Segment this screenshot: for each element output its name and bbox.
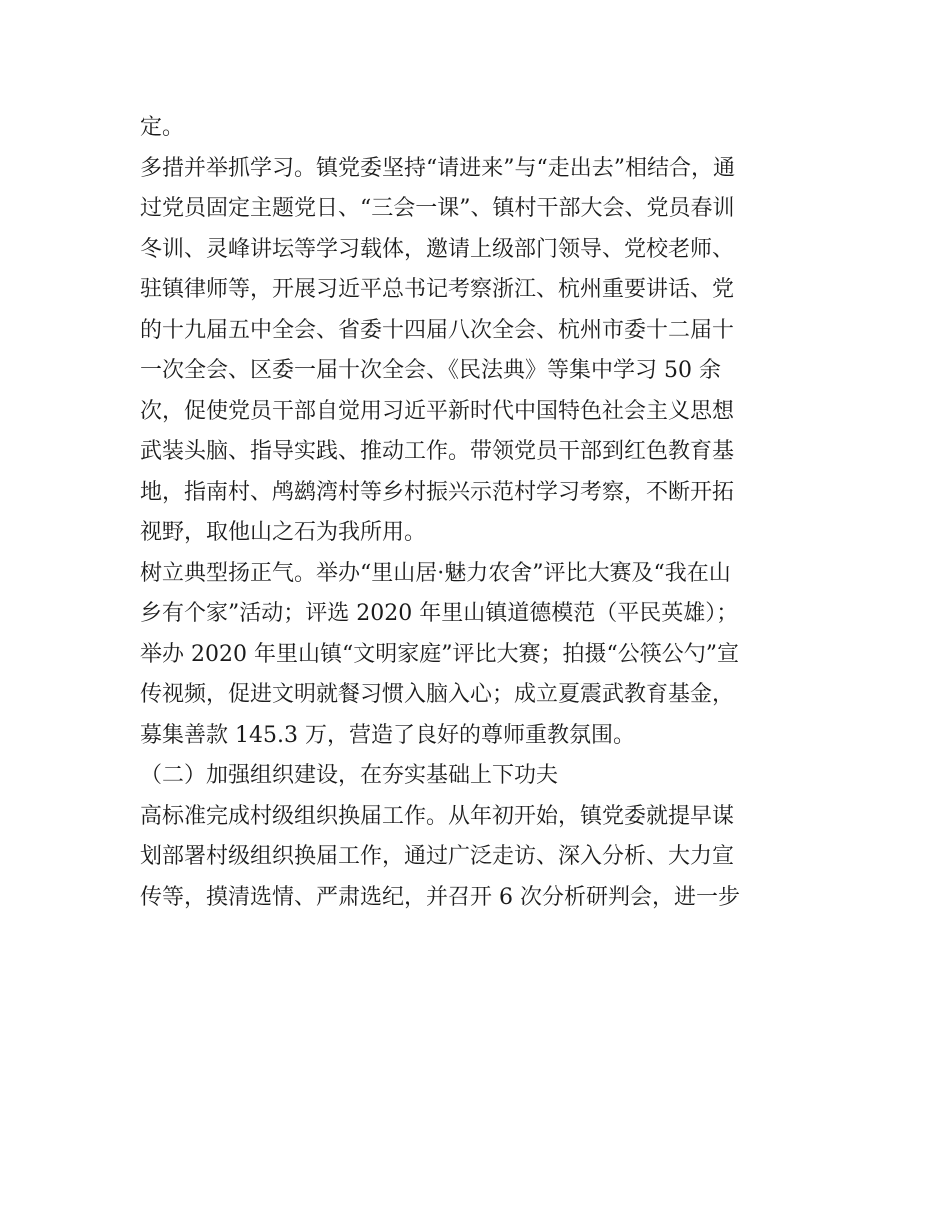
- text-line: 乡有个家”活动；评选 2020 年里山镇道德模范（平民英雄）；: [140, 601, 739, 626]
- text-line: 传视频，促进文明就餐习惯入脑入心；成立夏震武教育基金，: [140, 682, 735, 707]
- text-line: 多措并举抓学习。镇党委坚持“请进来”与“走出去”相结合，通: [140, 155, 735, 181]
- text-line: 传等，摸清选情、严肃选纪，并召开 6 次分析研判会，进一步: [140, 884, 740, 910]
- text-line: 募集善款 145.3 万，营造了良好的尊师重教氛围。: [140, 722, 635, 748]
- text-line: 划部署村级组织换届工作，通过广泛走访、深入分析、大力宣: [140, 844, 735, 869]
- section-heading: （二）加强组织建设，在夯实基础上下功夫: [140, 763, 559, 788]
- text-line: 高标准完成村级组织换届工作。从年初开始，镇党委就提早谋: [140, 803, 735, 829]
- text-line: 次，促使党员干部自觉用习近平新时代中国特色社会主义思想: [140, 398, 735, 424]
- text-line: 一次全会、区委一届十次全会、《民法典》等集中学习 50 余: [140, 358, 721, 383]
- document-body: [140, 108, 830, 918]
- text-line: 视野，取他山之石为我所用。: [140, 520, 427, 545]
- text-line: 树立典型扬正气。举办“里山居·魅力农舍”评比大赛及“我在山: [140, 560, 731, 586]
- text-line: 举办 2020 年里山镇“文明家庭”评比大赛；拍摄“公筷公勺”宣: [140, 641, 739, 667]
- text-line: 定。: [140, 115, 185, 140]
- text-line: 过党员固定主题党日、“三会一课”、镇村干部大会、党员春训: [140, 196, 735, 221]
- text-line: 冬训、灵峰讲坛等学习载体，邀请上级部门领导、党校老师、: [140, 236, 735, 262]
- text-line: 驻镇律师等，开展习近平总书记考察浙江、杭州重要讲话、党: [140, 277, 735, 302]
- text-line: 的十九届五中全会、省委十四届八次全会、杭州市委十二届十: [140, 317, 735, 343]
- text-line: 武装头脑、指导实践、推动工作。带领党员干部到红色教育基: [140, 439, 735, 464]
- text-line: 地，指南村、鸬鹚湾村等乡村振兴示范村学习考察，不断开拓: [140, 479, 735, 505]
